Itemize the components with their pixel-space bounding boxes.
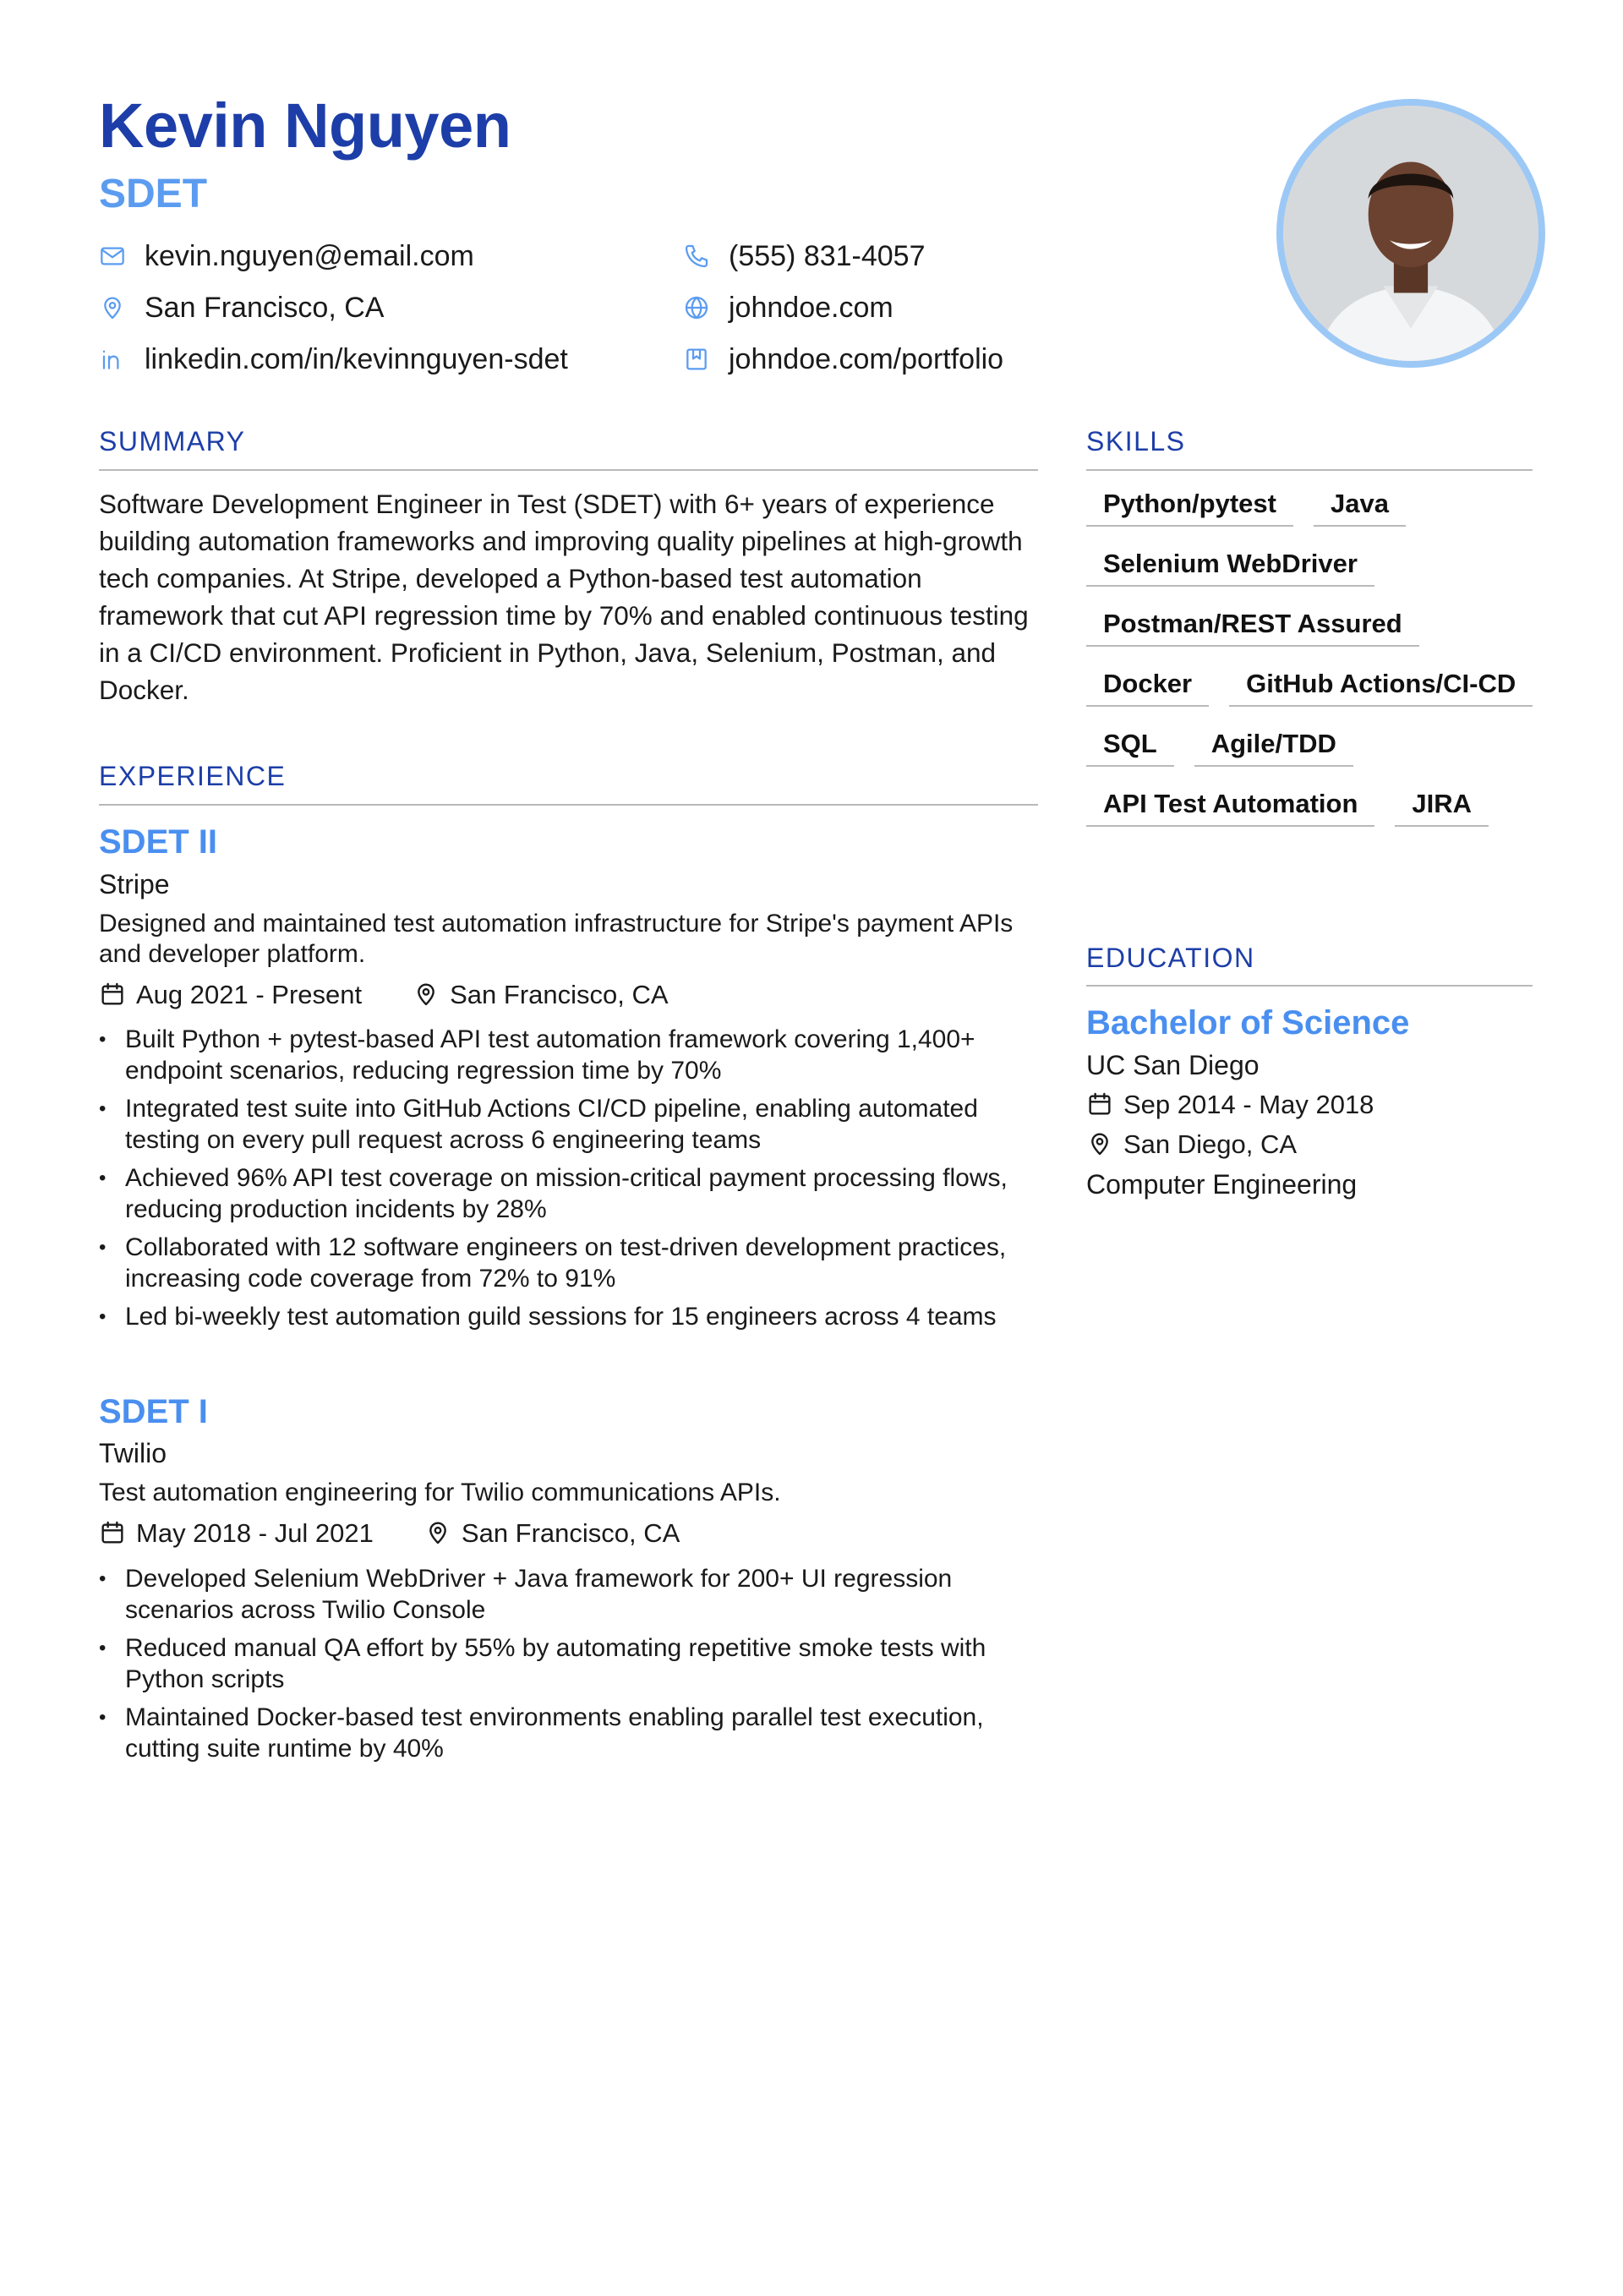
candidate-name: Kevin Nguyen [99, 90, 511, 161]
education-dates-row [1086, 1091, 1374, 1118]
portfolio-text: johndoe.com/portfolio [729, 343, 1004, 375]
phone-text: (555) 831-4057 [729, 240, 926, 272]
contact-phone[interactable] [683, 237, 926, 276]
experience-divider [99, 804, 1038, 806]
skill-tag: Java [1314, 490, 1406, 527]
bullet-item: • Developed Selenium WebDriver + Java framework for 200+ UI regression scenarios across Twilio Console [99, 1564, 1037, 1626]
mail-icon [99, 243, 126, 270]
location-text: San Francisco, CA [145, 292, 385, 324]
bullet-item: • Collaborated with 12 software engineers on test-driven development practices, increasing code coverage from 72% to 91% [99, 1233, 1037, 1294]
location-pin-icon [99, 294, 126, 321]
skill-tag: API Test Automation [1086, 790, 1374, 827]
globe-icon [683, 294, 710, 321]
profile-photo [1276, 99, 1545, 368]
contact-location [99, 288, 384, 327]
job-dates: Aug 2021 - Present [136, 979, 363, 1009]
summary-text: Software Development Engineer in Test (SDET) with 6+ years of experience building automation frameworks and improving quality pipelines at high-growth tech companies. At Stripe, developed a Python-based test automation framework that cut API regression time by 70% and enabled continuous testing in a CI/CD environment. Proficient in Python, Java, Selenium, Postman, and Docker. [99, 489, 1029, 705]
job-dates: May 2018 - Jul 2021 [136, 1517, 374, 1548]
skill-tag: JIRA [1395, 790, 1489, 827]
skill-tag: GitHub Actions/CI-CD [1229, 670, 1533, 707]
job-title: SDET II [99, 823, 218, 861]
linkedin-text: linkedin.com/in/kevinnguyen-sdet [145, 343, 568, 375]
job-title: SDET I [99, 1393, 208, 1430]
bullet-item: • Integrated test suite into GitHub Actions CI/CD pipeline, enabling automated testing on every pull request across 6 engineering teams [99, 1094, 1037, 1156]
contact-website[interactable] [683, 288, 893, 327]
skills-list [1086, 490, 1534, 827]
skill-tag: Python/pytest [1086, 490, 1293, 527]
bullet-item: • Maintained Docker-based test environments enabling parallel test execution, cutting suite runtime by 40% [99, 1703, 1037, 1764]
bookmark-icon [683, 346, 710, 373]
website-text: johndoe.com [729, 292, 893, 324]
job-meta [99, 981, 669, 1008]
job-meta [99, 1519, 680, 1546]
linkedin-icon [99, 346, 126, 373]
calendar-icon [1086, 1091, 1113, 1118]
bullet-item: • Built Python + pytest-based API test automation framework covering 1,400+ endpoint scenarios, reducing regression time by 70% [99, 1025, 1037, 1086]
contact-portfolio[interactable] [683, 340, 1003, 379]
person-portrait-icon [1283, 106, 1538, 361]
bullet-item: • Led bi-weekly test automation guild sessions for 15 engineers across 4 teams [99, 1302, 1037, 1333]
job-bullets [99, 1564, 1037, 1772]
skill-tag: Postman/REST Assured [1086, 610, 1419, 647]
skills-divider [1086, 469, 1533, 471]
job-location: San Francisco, CA [461, 1517, 680, 1548]
job-location: San Francisco, CA [450, 979, 669, 1009]
location-pin-icon [424, 1519, 451, 1546]
bullet-item: • Reduced manual QA effort by 55% by automating repetitive smoke tests with Python scripts [99, 1633, 1037, 1695]
skill-tag: Agile/TDD [1194, 730, 1353, 767]
education-degree: Bachelor of Science [1086, 1004, 1410, 1041]
summary-divider [99, 469, 1038, 471]
job-description: Designed and maintained test automation infrastructure for Stripe's payment APIs and developer platform. [99, 910, 1014, 968]
skill-tag: Docker [1086, 670, 1209, 707]
job-bullets [99, 1025, 1037, 1341]
email-text: kevin.nguyen@email.com [145, 240, 474, 272]
job-company: Stripe [99, 869, 170, 899]
skill-tag: Selenium WebDriver [1086, 550, 1374, 587]
candidate-title: SDET [99, 172, 208, 216]
job-company: Twilio [99, 1438, 167, 1468]
education-school: UC San Diego [1086, 1050, 1260, 1080]
education-location-row [1086, 1130, 1297, 1157]
education-field: Computer Engineering [1086, 1169, 1358, 1200]
contact-email[interactable] [99, 237, 474, 276]
calendar-icon [99, 1519, 126, 1546]
location-pin-icon [1086, 1130, 1113, 1157]
job-description: Test automation engineering for Twilio communications APIs. [99, 1479, 781, 1506]
education-heading: EDUCATION [1086, 943, 1255, 973]
calendar-icon [99, 981, 126, 1008]
skill-tag: SQL [1086, 730, 1174, 767]
phone-icon [683, 243, 710, 270]
location-pin-icon [413, 981, 440, 1008]
summary-heading: SUMMARY [99, 426, 246, 456]
contact-linkedin[interactable] [99, 340, 568, 379]
bullet-item: • Achieved 96% API test coverage on mission-critical payment processing flows, reducing production incidents by 28% [99, 1163, 1037, 1225]
skills-heading: SKILLS [1086, 426, 1186, 456]
experience-heading: EXPERIENCE [99, 761, 287, 791]
education-dates: Sep 2014 - May 2018 [1123, 1089, 1374, 1119]
education-divider [1086, 985, 1533, 987]
education-location: San Diego, CA [1123, 1129, 1298, 1159]
